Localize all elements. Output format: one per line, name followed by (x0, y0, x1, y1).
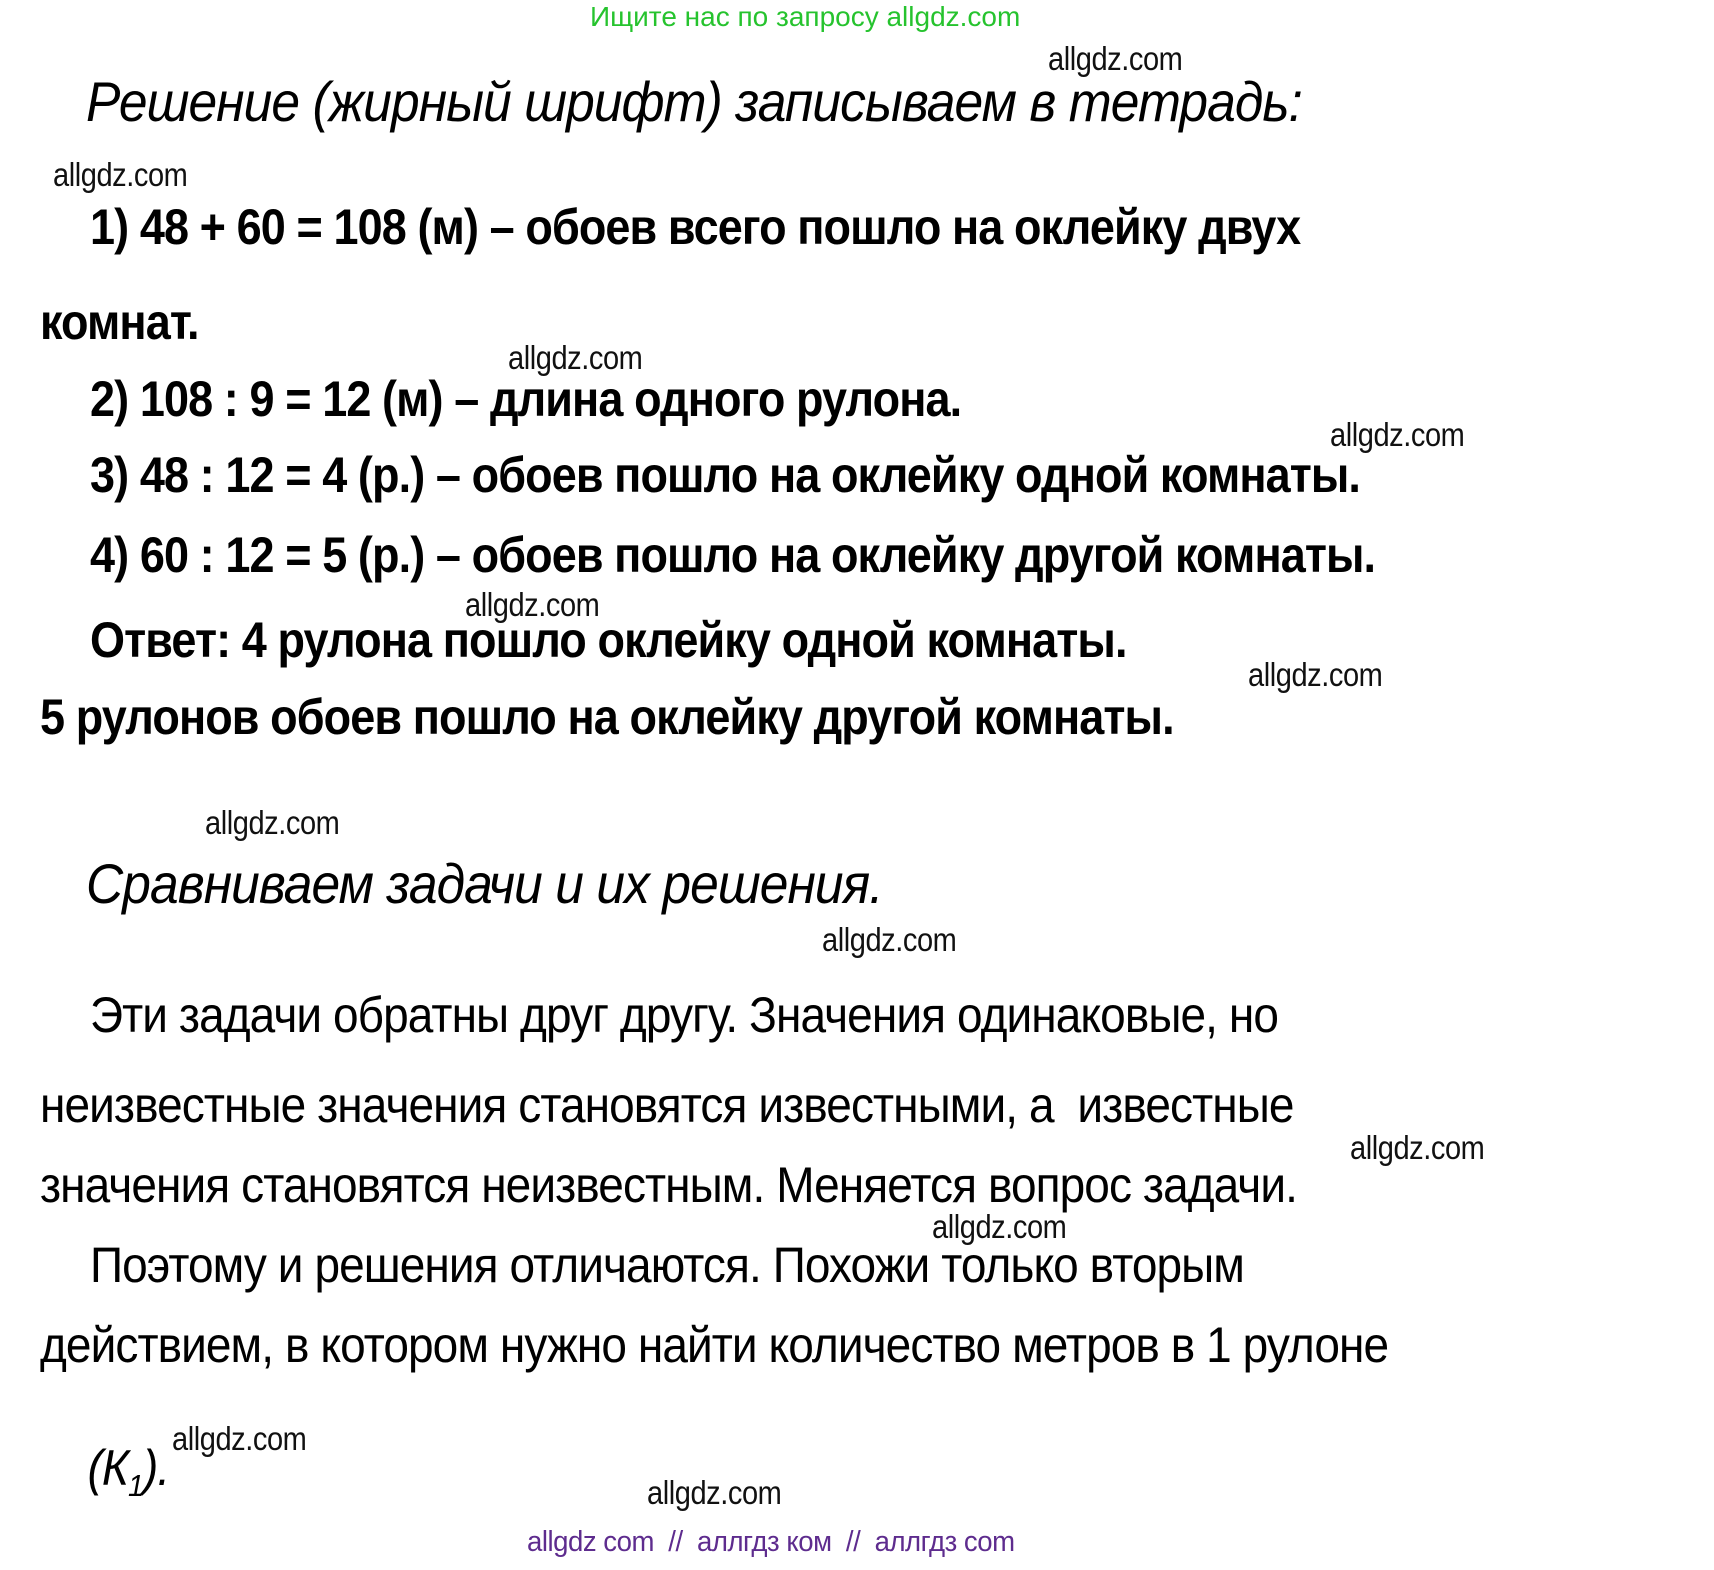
k1-subscript: 1 (128, 1468, 143, 1503)
solution-step-3: 3) 48 : 12 = 4 (р.) – обоев пошло на оклейку одной комнаты. (90, 447, 1361, 503)
allgdz-watermark: allgdz.com (508, 339, 643, 376)
solution-step-1-line-1: 1) 48 + 60 = 108 (м) – обоев всего пошло на оклейку двух (90, 199, 1301, 255)
discussion-p2-line-2: действием, в котором нужно найти количество метров в 1 рулоне (40, 1317, 1389, 1373)
footer-search-note: allgdz com // аллгдз ком // аллгдз com (527, 1526, 1015, 1558)
allgdz-watermark: allgdz.com (1248, 656, 1383, 693)
answer-line-2: 5 рулонов обоев пошло на оклейку другой комнаты. (40, 689, 1174, 745)
search-hint-note: Ищите нас по запросу allgdz.com (590, 1, 1021, 32)
discussion-p1-line-1: Эти задачи обратны друг другу. Значения одинаковые, но (90, 987, 1279, 1043)
allgdz-watermark: allgdz.com (822, 921, 957, 958)
k1-open: (К (87, 1440, 129, 1496)
allgdz-watermark: allgdz.com (1350, 1129, 1485, 1166)
allgdz-watermark: allgdz.com (205, 804, 340, 841)
discussion-p1-line-2: неизвестные значения становятся известными, а известные (40, 1077, 1294, 1133)
allgdz-watermark: allgdz.com (1048, 40, 1183, 77)
allgdz-watermark: allgdz.com (647, 1474, 782, 1511)
intro-heading: Решение (жирный шрифт) записываем в тетрадь: (86, 70, 1302, 133)
solution-step-4: 4) 60 : 12 = 5 (р.) – обоев пошло на оклейку другой комнаты. (90, 527, 1376, 583)
allgdz-watermark: allgdz.com (172, 1420, 307, 1457)
k1-close: ). (142, 1440, 170, 1496)
solution-step-2: 2) 108 : 9 = 12 (м) – длина одного рулона. (90, 371, 962, 427)
allgdz-watermark: allgdz.com (53, 156, 188, 193)
answer-line-1: Ответ: 4 рулона пошло оклейку одной комнаты. (90, 612, 1127, 668)
discussion-p2-line-3-k1 (40, 1393, 169, 1543)
allgdz-watermark: allgdz.com (1330, 416, 1465, 453)
discussion-p1-line-3: значения становятся неизвестным. Меняется вопрос задачи. (40, 1157, 1297, 1213)
solution-step-1-line-2: комнат. (40, 294, 199, 350)
allgdz-watermark: allgdz.com (465, 586, 600, 623)
compare-heading: Сравниваем задачи и их решения. (86, 852, 883, 915)
discussion-p2-line-1: Поэтому и решения отличаются. Похожи только вторым (90, 1237, 1245, 1293)
allgdz-watermark: allgdz.com (932, 1208, 1067, 1245)
